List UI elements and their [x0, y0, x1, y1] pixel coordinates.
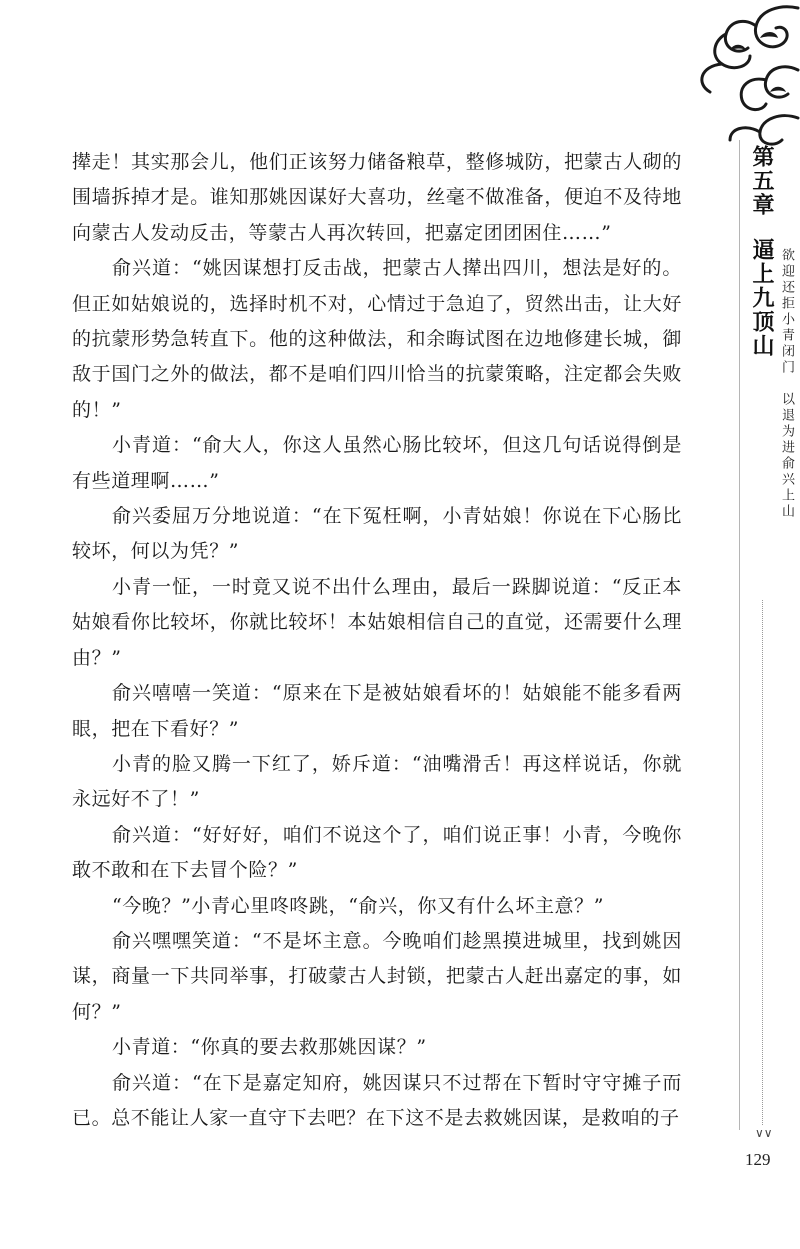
chevron-down-icon: ∨∨	[755, 1126, 773, 1140]
paragraph: 俞兴道：“姚因谋想打反击战，把蒙古人撵出四川，想法是好的。但正如姑娘说的，选择时机不对，心情过于急迫了，贸然出击，让大好的抗蒙形势急转直下。他的这种做法，和余晦试图在边地修建长城，御敌于国门之外的做法，都不是咱们四川恰当的抗蒙策略，注定都会失败的！”	[72, 257, 682, 421]
paragraph: 小青道：“你真的要去救那姚因谋？”	[112, 1036, 427, 1059]
subtitle-part2: 以退为进俞兴上山	[779, 392, 794, 520]
paragraph: 小青道：“俞大人，你这人虽然心肠比较坏，但这几句话说得倒是有些道理啊……”	[72, 434, 682, 492]
paragraph: 俞兴道：“在下是嘉定知府，姚因谋只不过帮在下暂时守守摊子而已。总不能让人家一直守下去吧？在下这不是去救姚因谋，是救咱的子	[72, 1071, 682, 1129]
paragraph: 俞兴道：“好好好，咱们不说这个了，咱们说正事！小青，今晚你敢不敢和在下去冒个险？”	[72, 823, 682, 882]
cloud-ornament-icon	[690, 0, 800, 150]
paragraph: 撵走！其实那会儿，他们正该努力储备粮草，整修城防，把蒙古人砌的围墙拆掉才是。谁知那姚因谋好大喜功，丝毫不做准备，便迫不及待地向蒙古人发动反击，等蒙古人再次转回，把嘉定团团困住……”	[72, 151, 682, 244]
section-title: 逼上九顶山	[749, 238, 775, 358]
page-number: 129	[745, 1150, 771, 1169]
paragraph: 小青一怔，一时竟又说不出什么理由，最后一跺脚说道：“反正本姑娘看你比较坏，你就比较坏！本姑娘相信自己的直觉，还需要什么理由？”	[72, 575, 682, 669]
body-text	[72, 145, 682, 1136]
chapter-title: 第五章	[749, 145, 775, 217]
paragraph: “今晚？”小青心里咚咚跳，“俞兴，你又有什么坏主意？”	[112, 894, 605, 917]
paragraph: 俞兴嘿嘿笑道：“不是坏主意。今晚咱们趁黑摸进城里，找到姚因谋，商量一下共同举事，打破蒙古人封锁，把蒙古人赶出嘉定的事，如何？”	[72, 929, 682, 1023]
subtitle-part1: 欲迎还拒小青闭门	[779, 248, 794, 376]
dotted-leader	[762, 600, 764, 1125]
paragraph: 俞兴委屈万分地说道：“在下冤枉啊，小青姑娘！你说在下心肠比较坏，何以为凭？”	[72, 505, 682, 563]
margin-rule	[739, 140, 740, 1130]
paragraph: 俞兴嘻嘻一笑道：“原来在下是被姑娘看坏的！姑娘能不能多看两眼，把在下看好？”	[72, 682, 682, 740]
paragraph: 小青的脸又腾一下红了，娇斥道：“油嘴滑舌！再这样说话，你就永远好不了！”	[72, 752, 682, 811]
